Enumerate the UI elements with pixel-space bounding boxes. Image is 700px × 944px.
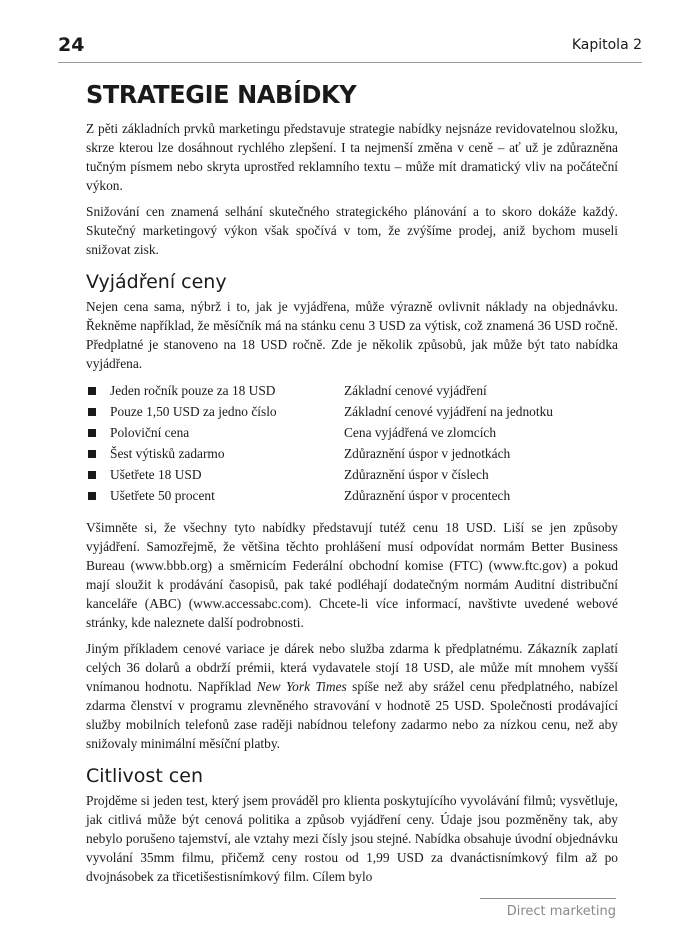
offer-meaning: Zdůraznění úspor v jednotkách (344, 445, 511, 461)
premium-text-start: Jiným příkladem cenové variace je dárek nebo služba zdarma k předplatnému. Zákazník zaplatí celých 36 dolarů a obdrží prémii, která vydavatele stojí 18 USD, ale může mít mnohem vyšší vnímanou hodnotu. Například (86, 641, 618, 694)
footer-label: Direct marketing (506, 904, 616, 919)
page-title: STRATEGIE NABÍDKY (86, 80, 357, 109)
offer-meaning: Zdůraznění úspor v číslech (344, 466, 489, 482)
list-item (86, 464, 618, 485)
list-item (86, 485, 618, 506)
offer-text: Poloviční cena (110, 424, 190, 440)
premium-paragraph (86, 639, 618, 753)
intro-paragraph-2: Snižování cen znamená selhání skutečného strategického plánování a to skoro dokáže každý. Skutečný marketingový výkon však spočívá v tom, že zvýšíme prodej, aniž bychom museli snižovat zisk. (86, 204, 618, 257)
running-head (58, 34, 642, 60)
bullet-square-icon (88, 471, 96, 479)
page-number: 24 (58, 34, 85, 56)
footer-rule (480, 898, 616, 899)
premium-text-end: spíše než aby srážel cenu předplatného, nabízel zdarma členství v programu zlevněného stravování v hodnotě 25 USD. Společnosti prodávající služby mobilních telefonů zase raději nabídnou telefony zadarmo nebo za nízkou cenu, než aby snižovaly minimální měsíční platby. (86, 679, 618, 751)
offer-text: Ušetřete 18 USD (110, 466, 202, 482)
offer-meaning: Základní cenové vyjádření na jednotku (344, 403, 553, 419)
main-content (86, 80, 618, 893)
newspaper-name: New York Times (256, 679, 347, 694)
chapter-label: Kapitola 2 (571, 37, 642, 53)
price-sensitivity-paragraph: Projděme si jeden test, který jsem prováděl pro klienta poskytujícího vyvolávání filmů; vysvětluje, jak citlivá může být cenová politika a způsob vyjádření ceny. Údaje jsou pozměněny tak, aby nebylo porušeno tajemství, ale vztahy mezi čísly jsou stejné. Nabídka obsahuje úvodní objednávku vyvolání 35mm filmu, přičemž ceny rostou od 1,99 USD za dvanáctisnímkový film až po dvojnásobek za třicetišestisnímkový film. Cílem bylo (86, 793, 618, 884)
same-price-paragraph: Všimněte si, že všechny tyto nabídky představují tutéž cenu 18 USD. Liší se jen způsoby vyjádření. Samozřejmě, že většina těchto prohlášení musí odpovídat normám Better Business Bureau (www.bbb.org) a směrnicím Federální obchodní komise (FTC) (www.ftc.gov) a pokud mají sloužit k prodávání časopisů, pak také podléhají dodatečným normám Auditní distribuční kanceláře (ABC) (www.accessabc.com). Chcete-li více informací, navštivte uvedené webové stránky, kde naleznete další podrobnosti. (86, 520, 618, 630)
section-heading-price-expression: Vyjádření ceny (86, 271, 227, 293)
bullet-square-icon (88, 492, 96, 500)
offer-text: Ušetřete 50 procent (110, 487, 215, 503)
list-item (86, 422, 618, 443)
offer-text: Jeden ročník pouze za 18 USD (110, 382, 276, 398)
bullet-square-icon (88, 387, 96, 395)
offer-meaning: Cena vyjádřená ve zlomcích (344, 424, 497, 440)
list-item (86, 401, 618, 422)
header-rule (58, 62, 642, 63)
offer-meaning: Základní cenové vyjádření (344, 382, 487, 398)
price-expression-paragraph: Nejen cena sama, nýbrž i to, jak je vyjádřena, může výrazně ovlivnit náklady na objednávku. Řekněme například, že měsíčník má na stánku cenu 3 USD za výtisk, což znamená 36 USD ročně. Předplatné je stanoveno na 18 USD ročně. Zde je několik způsobů, jak může být tato nabídka vyjádřena. (86, 299, 618, 371)
list-item (86, 380, 618, 401)
bullet-square-icon (88, 450, 96, 458)
offer-text: Šest výtisků zadarmo (110, 445, 225, 461)
section-heading-price-sensitivity: Citlivost cen (86, 765, 203, 787)
list-item (86, 443, 618, 464)
intro-paragraph-1: Z pěti základních prvků marketingu představuje strategie nabídky nejsnáze revidovatelnou složku, skrze kterou lze dosáhnout rychlého zlepšení. I ta nejmenší změna v ceně – ať už je zdůrazněna tučným písmem nebo skryta uprostřed reklamního textu – může mít dramatický vliv na počáteční výkon. (86, 121, 618, 193)
offer-meaning: Zdůraznění úspor v procentech (344, 487, 511, 503)
bullet-square-icon (88, 429, 96, 437)
bullet-square-icon (88, 408, 96, 416)
price-expression-list (86, 380, 618, 506)
offer-text: Pouze 1,50 USD za jedno číslo (110, 403, 277, 419)
